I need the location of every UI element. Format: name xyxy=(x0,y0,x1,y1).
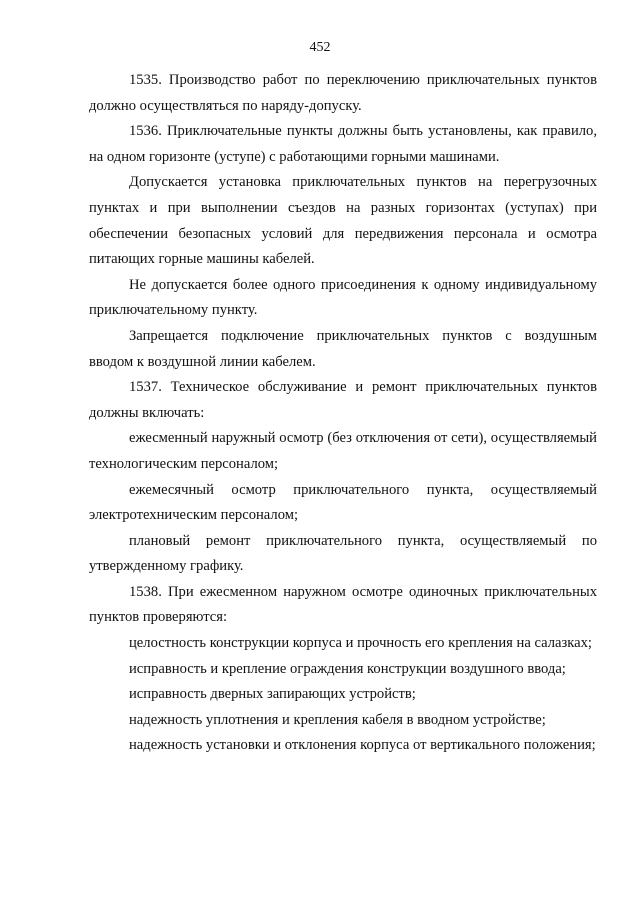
list-item-shift-inspection: ежесменный наружный осмотр (без отключения от сети), осуществляемый технологическим персоналом; xyxy=(89,430,597,472)
list-item-door-locks: исправность дверных запирающих устройств; xyxy=(129,686,416,703)
paragraph-allowed-installation: Допускается установка приключательных пунктов на перегрузочных пунктах и при выполнении съездов на разных горизонтах (уступах) при обеспечении безопасных условий для передвижения персонала и осмотра питающих горные машины кабелей. xyxy=(89,174,597,268)
paragraph-single-connection: Не допускается более одного присоединения к одному индивидуальному приключательному пункту. xyxy=(89,276,597,319)
list-item-housing-integrity: целостность конструкции корпуса и прочность его крепления на салазках; xyxy=(129,635,592,652)
paragraph-prohibition: Запрещается подключение приключательных пунктов с воздушным вводом к воздушной линии кабелем. xyxy=(89,327,597,370)
paragraph-1535: 1535. Производство работ по переключению приключательных пунктов должно осуществляться по наряду-допуску. xyxy=(89,72,597,114)
paragraph-1538: 1538. При ежесменном наружном осмотре одиночных приключательных пунктов проверяются: xyxy=(89,583,597,626)
paragraph-1537: 1537. Техническое обслуживание и ремонт приключательных пунктов должны включать: xyxy=(89,379,597,421)
list-item-monthly-inspection: ежемесячный осмотр приключательного пункта, осуществляемый электротехническим персоналом; xyxy=(89,481,597,524)
page-number: 452 xyxy=(309,40,331,55)
list-item-cable-sealing: надежность уплотнения и крепления кабеля в вводном устройстве; xyxy=(129,711,546,728)
list-item-planned-repair: плановый ремонт приключательного пункта, осуществляемый по утвержденному графику. xyxy=(89,532,597,575)
list-item-housing-position: надежность установки и отклонения корпуса от вертикального положения; xyxy=(129,737,596,754)
list-item-air-inlet-guard: исправность и крепление ограждения конструкции воздушного ввода; xyxy=(129,660,566,677)
paragraph-1536: 1536. Приключательные пункты должны быть установлены, как правило, на одном горизонте (уступе) с работающими горными машинами. xyxy=(89,123,597,165)
document-body xyxy=(89,68,597,759)
